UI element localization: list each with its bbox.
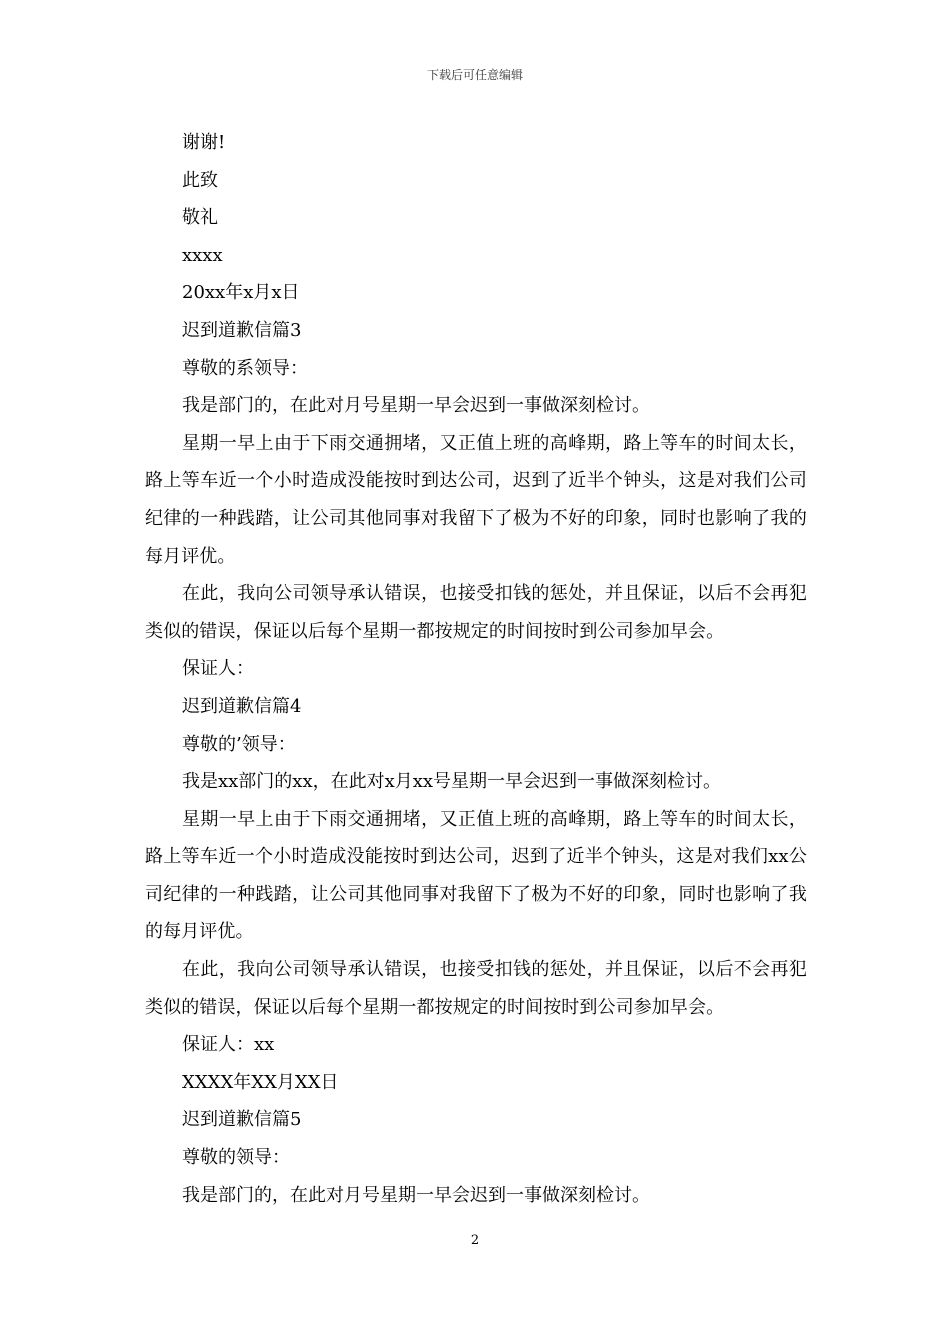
page-header: 下载后可任意编辑	[426, 68, 523, 82]
greeting-5: 尊敬的领导：	[182, 1147, 290, 1169]
guarantor-4: 保证人：xx	[182, 1034, 275, 1056]
section-title-5: 迟到道歉信篇5	[182, 1109, 302, 1131]
signature-name: xxxx	[182, 244, 223, 266]
paragraph-4-2: 在此，我向公司领导承认错误，也接受扣钱的惩处，并且保证，以后不会再犯类似的错误，保证以后每个星期一都按规定的时间按时到公司参加早会。	[145, 959, 807, 1018]
guarantor-3: 保证人：	[182, 658, 254, 680]
section-title-3: 迟到道歉信篇3	[182, 319, 302, 341]
document-body	[145, 124, 807, 1214]
paragraph-3-2: 在此，我向公司领导承认错误，也接受扣钱的惩处，并且保证，以后不会再犯类似的错误，保证以后每个星期一都按规定的时间按时到公司参加早会。	[145, 583, 807, 642]
section-title-4: 迟到道歉信篇4	[182, 695, 302, 717]
closing-salutation: 此致	[182, 169, 218, 191]
closing-thanks: 谢谢!	[182, 132, 226, 153]
intro-5: 我是部门的，在此对月号星期一早会迟到一事做深刻检讨。	[182, 1184, 650, 1206]
intro-4: 我是xx部门的xx，在此对x月xx号星期一早会迟到一事做深刻检讨。	[182, 771, 722, 793]
paragraph-4-1: 星期一早上由于下雨交通拥堵，又正值上班的高峰期，路上等车的时间太长，路上等车近一个小时造成没能按时到达公司，迟到了近半个钟头，这是对我们xx公司纪律的一种践踏，让公司其他同事对我留下了极为不好的印象，同时也影响了我的每月评优。	[145, 808, 807, 943]
date-4: XXXX年XX月XX日	[182, 1071, 339, 1093]
signature-date: 20xx年x月x日	[182, 282, 300, 304]
paragraph-3-1: 星期一早上由于下雨交通拥堵，又正值上班的高峰期，路上等车的时间太长，路上等车近一个小时造成没能按时到达公司，迟到了近半个钟头，这是对我们公司纪律的一种践踏，让公司其他同事对我留下了极为不好的印象，同时也影响了我的每月评优。	[145, 432, 807, 567]
page-number: 2	[470, 1233, 480, 1248]
closing-regards: 敬礼	[182, 207, 218, 229]
intro-3: 我是部门的，在此对月号星期一早会迟到一事做深刻检讨。	[182, 395, 650, 417]
greeting-4: 尊敬的’领导：	[182, 733, 296, 755]
greeting-3: 尊敬的系领导：	[182, 357, 308, 379]
